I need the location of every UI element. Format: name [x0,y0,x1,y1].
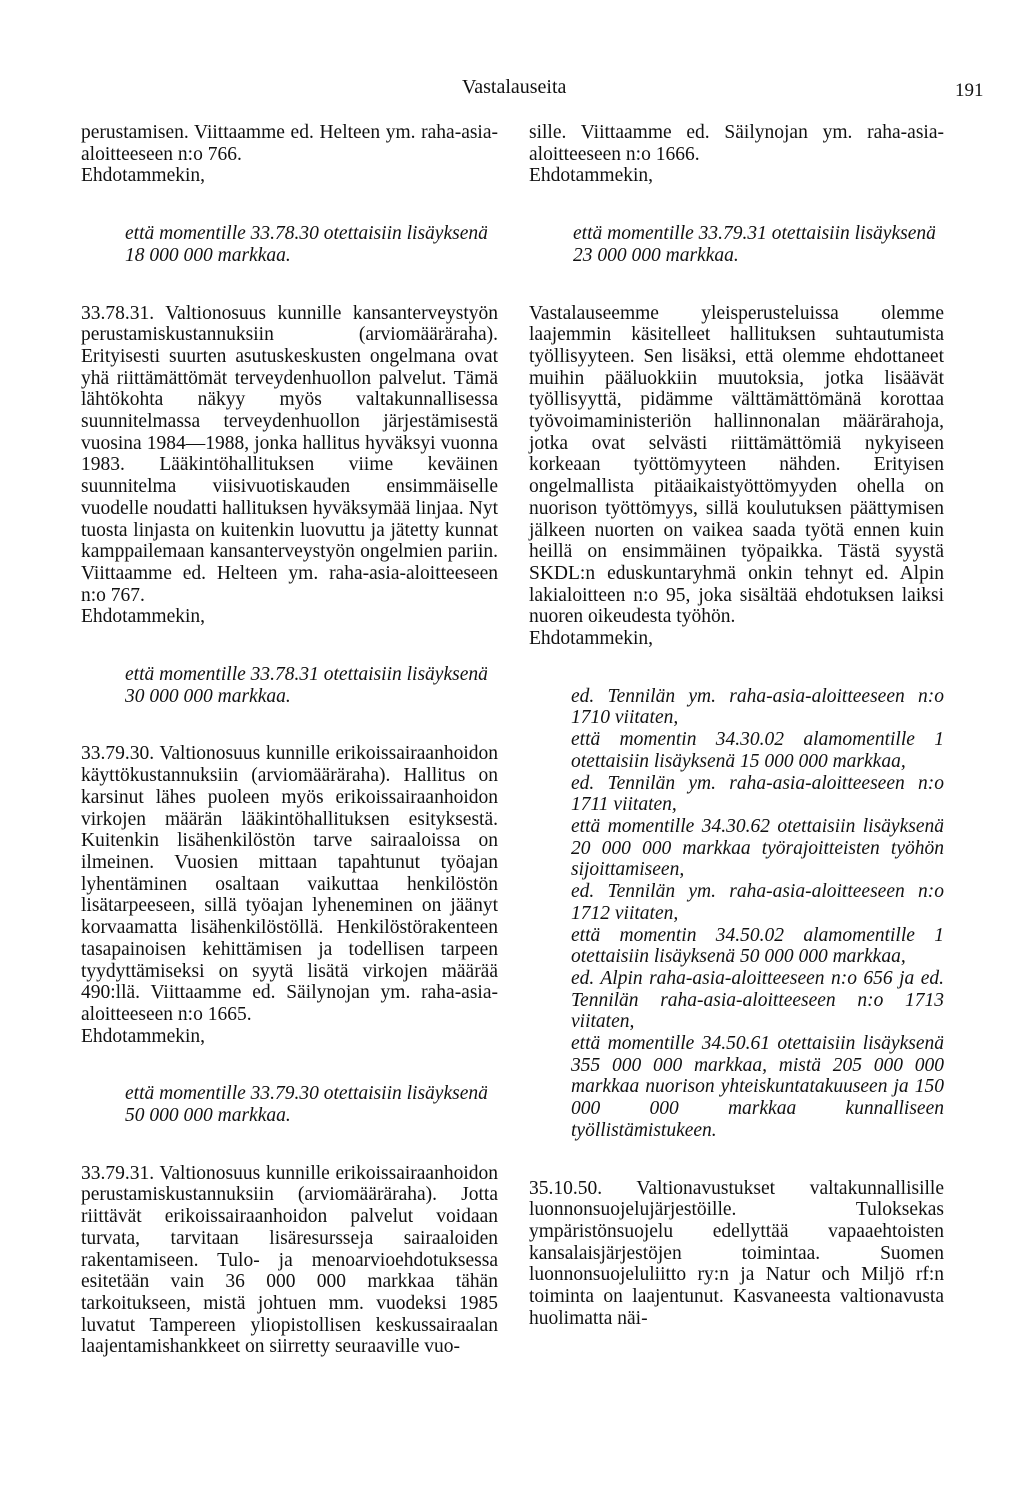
paragraph: 33.78.31. Valtionosuus kunnille kansanterveystyön perustamiskustannuksiin (arviomääräraha). Erityisesti suurten asutuskeskusten ongelmana ovat yhä riittämättömät terveydenhuollon palvelut. Tämä lähtökohta näkyy myös valtakunnallisessa suunnitelmassa terveydenhuollon järjestämisestä vuosina 1984—1988, jonka hallitus hyväksyi vuonna 1983. Lääkintöhallituksen viime keväinen suunnitelma viisivuotiskauden ensimmäiselle vuodelle noudatti hallituksen hyväksymää linjaa. Nyt tuosta linjasta on kuitenkin luovuttu ja jätetty kunnat kamppailemaan kansanterveystyön ongelmien pariin. Viittaamme ed. Helteen ym. raha-asia-aloitteeseen n:o 767. [81,302,498,606]
running-header: Vastalauseita [462,76,567,98]
left-column [81,122,498,1358]
list-item: ed. Tennilän ym. raha-asia-aloitteeseen n:o 1710 viitaten, [571,685,944,729]
paragraph: Vastalauseemme yleisperusteluissa olemme laajemmin käsitelleet hallituksen suhtautumista työllisyyteen. Sen lisäksi, että olemme ehdottaneet muihin pääluokkiin muutoksia, jotka lisäävät työllisyyttä, pidämme välttämättömänä korottaa työvoimaministeriön hallinnonalan määrärahoja, jotka ovat selvästi riittämättömiä nykyiseen korkeaan työttömyyteen nähden. Erityisen ongelmallista pitäaikaistyöttömyyden ohella on nuorison työttömyys, sillä koulutuksen päättymisen jälkeen nuorten on vaikea saada työtä ennen kuin heillä on ensimmäinen työpaikka. Tästä syystä SKDL:n eduskuntaryhmä onkin tehnyt ed. Alpin lakialoitteen n:o 95, joka sisältää ehdotuksen laiksi nuoren oikeudesta työhön. [529,302,944,628]
motion-intro: Ehdotammekin, [529,628,654,650]
page-number: 191 [955,80,984,101]
motion-text: että momentille 33.78.31 otettaisiin lisäyksenä 30 000 000 markkaa. [125,664,488,707]
list-item: ed. Alpin raha-asia-aloitteeseen n:o 656 ja ed. Tennilän raha-asia-aloitteeseen n:o 1713 viitaten, [571,967,944,1033]
list-item: että momentin 34.30.02 alamomentille 1 otettaisiin lisäyksenä 15 000 000 markkaa, [571,729,944,772]
paragraph: perustamisen. Viittaamme ed. Helteen ym. raha-asia-aloitteeseen n:o 766. [81,122,498,165]
motion-text: että momentille 33.78.30 otettaisiin lisäyksenä 18 000 000 markkaa. [125,223,488,266]
motion-intro: Ehdotammekin, [529,165,654,187]
motion-intro: Ehdotammekin, [81,1025,206,1047]
paragraph: 33.79.31. Valtionosuus kunnille erikoissairaanhoidon perustamiskustannuksiin (arviomääräraha). Jotta riittävät erikoissairaanhoidon palvelut voidaan turvata, tarvitaan lisäresursseja sairaaloiden rakentamiseen. Tulo- ja menoarvioehdotuksessa esitetään vain 36 000 000 markkaa tähän tarkoitukseen, mistä johtuen mm. vuodeksi 1985 luvatut Tampereen yliopistollisen keskussairaalan laajentamishankkeet on siirretty seuraaville vuo- [81,1162,498,1358]
list-item: että momentille 34.50.61 otettaisiin lisäyksenä 355 000 000 markkaa, mistä 205 000 000 markkaa nuorison yhteiskuntatakuuseen ja 150 000 000 markkaa kunnalliseen työllistämistukeen. [571,1033,944,1141]
motion-text: että momentille 33.79.31 otettaisiin lisäyksenä 23 000 000 markkaa. [573,223,936,266]
motion-intro: Ehdotammekin, [81,606,206,628]
motion-list [529,686,944,1142]
list-item: ed. Tennilän ym. raha-asia-aloitteeseen n:o 1712 viitaten, [571,881,944,924]
paragraph: 35.10.50. Valtionavustukset valtakunnallisille luonnonsuojelujärjestöille. Tuloksekas ympäristönsuojelu edellyttää vapaaehtoisten kansalaisjärjestöjen toimintaa. Suomen luonnonsuojeluliitto ry:n ja Natur och Miljö rf:n toiminta on laajentunut. Kasvaneesta valtionavusta huolimatta näi- [529,1177,944,1329]
motion-intro: Ehdotammekin, [81,165,206,187]
right-column [529,122,944,1329]
paragraph: 33.79.30. Valtionosuus kunnille erikoissairaanhoidon käyttökustannuksiin (arviomääräraha). Hallitus on karsinut lähes puoleen myös erikoissairaanhoidon virkojen määrän lääkintöhallituksen esityksestä. Kuitenkin lisähenkilöstön tarve sairaaloissa on ilmeinen. Vuosien mittaan tapahtunut työajan lyhentäminen osaltaan vaikuttaa henkilöstön lisätarpeeseen, sillä työajan lyheneminen on jäänyt korvaamatta lisähenkilöstöllä. Henkilöstörakenteen tasapainoisen kehittämisen ja todellisen tarpeen tyydyttämiseksi on syytä lisätä virkojen määrää 490:llä. Viittaamme ed. Säilynojan ym. raha-asia-aloitteeseen n:o 1665. [81,743,498,1025]
motion-text: että momentille 33.79.30 otettaisiin lisäyksenä 50 000 000 markkaa. [125,1083,488,1127]
paragraph: sille. Viittaamme ed. Säilynojan ym. raha-asia-aloitteeseen n:o 1666. [529,122,944,165]
list-item: että momentin 34.50.02 alamomentille 1 otettaisiin lisäyksenä 50 000 000 markkaa, [571,924,944,968]
list-item: ed. Tennilän ym. raha-asia-aloitteeseen n:o 1711 viitaten, [571,772,944,816]
list-item: että momentille 34.30.62 otettaisiin lisäyksenä 20 000 000 markkaa työrajoitteisten työhön sijoittamiseen, [571,815,944,881]
